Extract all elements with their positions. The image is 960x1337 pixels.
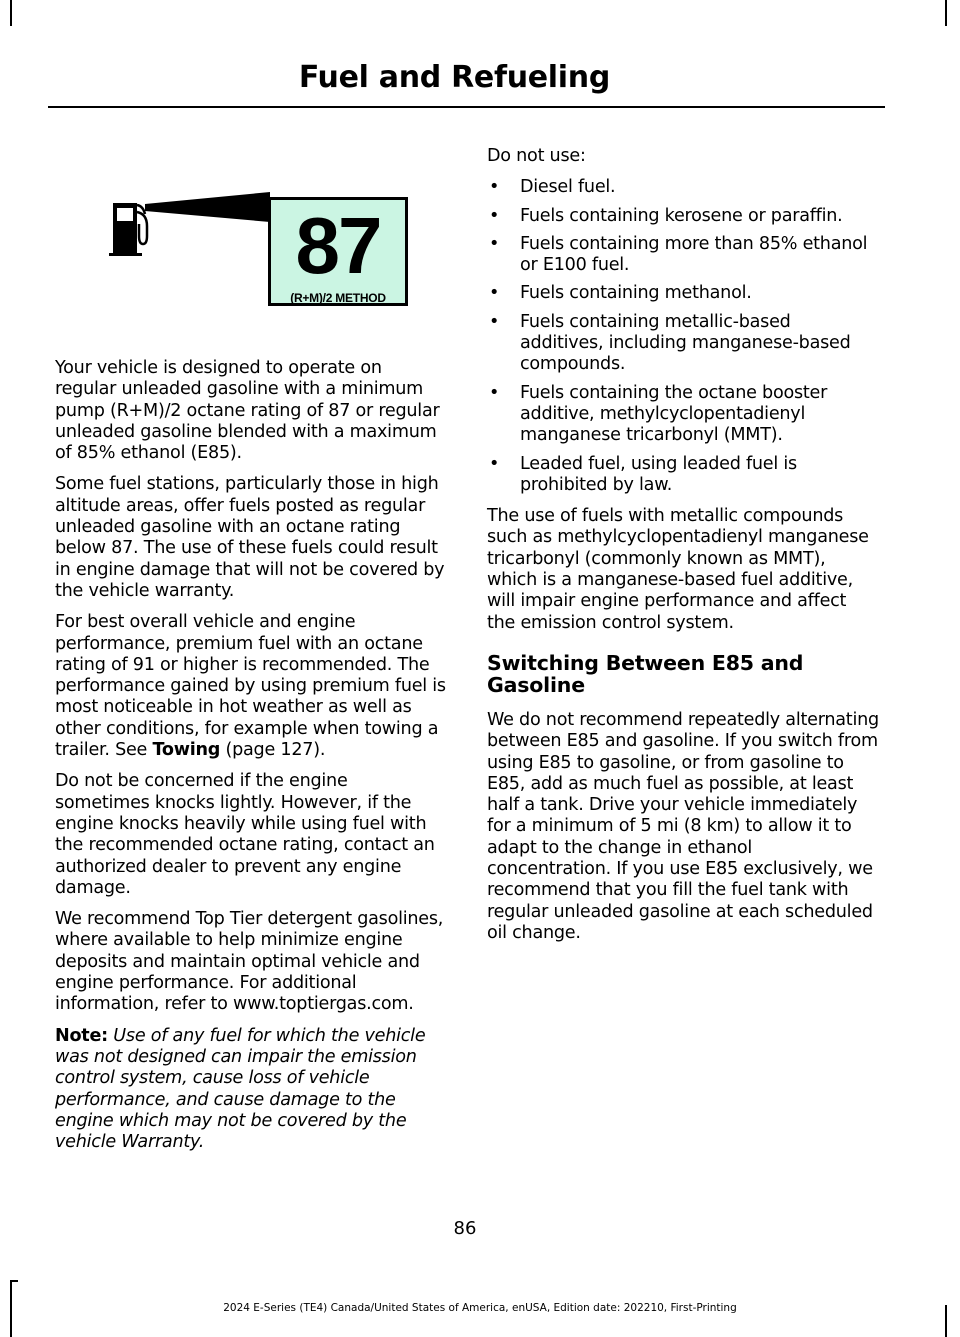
list-item: • Fuels containing methanol.: [487, 283, 879, 304]
paragraph: We do not recommend repeatedly alternating between E85 and gasoline. If you switch from using E85 to gasoline, or from gasoline to E85, add as much fuel as possible, at least half a tank. Drive your vehicle immediately for a minimum of 5 mi (8 km) to allow it to adapt to the change in ethanol concentration. If you use E85 exclusively, we recommend that you fill the fuel tank with regular unleaded gasoline at each scheduled oil change.: [487, 709, 879, 943]
list-item: • Fuels containing metallic-based additives, including manganese-based compounds.: [487, 312, 879, 376]
paragraph: The use of fuels with metallic compounds such as methylcyclopentadienyl manganese tricarbonyl (commonly known as MMT), which is a manganese-based fuel additive, will impair engine performance and affect the emission control system.: [487, 506, 869, 633]
right-column: [487, 146, 879, 954]
list-item: • Leaded fuel, using leaded fuel is prohibited by law.: [487, 454, 879, 497]
paragraph-text: For best overall vehicle and engine performance, premium fuel with an octane rating of 91 or higher is recommended. The performance gained by using premium fuel is most noticeable in hot weather as well as other conditions, for example when towing a trailer. See: [55, 612, 446, 761]
page-reference: (page 127).: [220, 740, 326, 761]
towing-link[interactable]: Towing: [152, 740, 221, 761]
list-item: • Fuels containing kerosene or paraffin.: [487, 206, 879, 227]
list-item: • Fuels containing more than 85% ethanol or E100 fuel.: [487, 234, 879, 277]
paragraph: We recommend Top Tier detergent gasolines, where available to help minimize engine deposits and maintain optimal vehicle and engine performance. For additional information, refer to www.toptiergas.com.: [55, 909, 444, 1015]
footer: 2024 E-Series (TE4) Canada/United States of America, enUSA, Edition date: 202210, First-Printing: [223, 1302, 737, 1314]
crop-mark: [10, 1280, 18, 1282]
paragraph: Do not be concerned if the engine sometimes knocks lightly. However, if the engine knocks heavily while using fuel with the recommended octane rating, contact an authorized dealer to prevent any engine damage.: [55, 771, 435, 898]
octane-figure: [55, 146, 447, 358]
display-pointer-icon: [145, 192, 270, 222]
octane-rating-label: [268, 197, 408, 306]
note: [55, 1026, 447, 1154]
octane-method: (R+M)/2 METHOD: [290, 291, 386, 305]
header-divider: [48, 106, 885, 108]
list-item: • Diesel fuel.: [487, 177, 879, 198]
paragraph: Do not use:: [487, 146, 586, 166]
crop-mark: [945, 0, 947, 26]
paragraph: [55, 612, 447, 761]
paragraph: Some fuel stations, particularly those in high altitude areas, offer fuels posted as regular unleaded gasoline with an octane rating below 87. The use of these fuels could result in engine damage that will not be covered by the vehicle warranty.: [55, 474, 445, 601]
crop-mark: [10, 0, 12, 26]
left-column: [55, 146, 447, 1163]
paragraph: Your vehicle is designed to operate on regular unleaded gasoline with a minimum pump (R+M)/2 octane rating of 87 or regular unleaded gasoline blended with a maximum of 85% ethanol (E85).: [55, 358, 440, 464]
fuel-list: [487, 177, 879, 496]
page-title: Fuel and Refueling: [298, 60, 610, 95]
list-item: • Fuels containing the octane booster additive, methylcyclopentadienyl manganese tricarbonyl (MMT).: [487, 383, 879, 447]
note-text: Use of any fuel for which the vehicle was not designed can impair the emission control system, cause loss of vehicle performance, and cause damage to the engine which may not be covered by the vehicle Warranty.: [55, 1025, 426, 1153]
section-heading: Switching Between E85 and Gasoline: [487, 650, 804, 697]
page-number: 86: [453, 1218, 477, 1239]
octane-number: 87: [295, 201, 381, 290]
note-label: Note:: [55, 1025, 108, 1046]
